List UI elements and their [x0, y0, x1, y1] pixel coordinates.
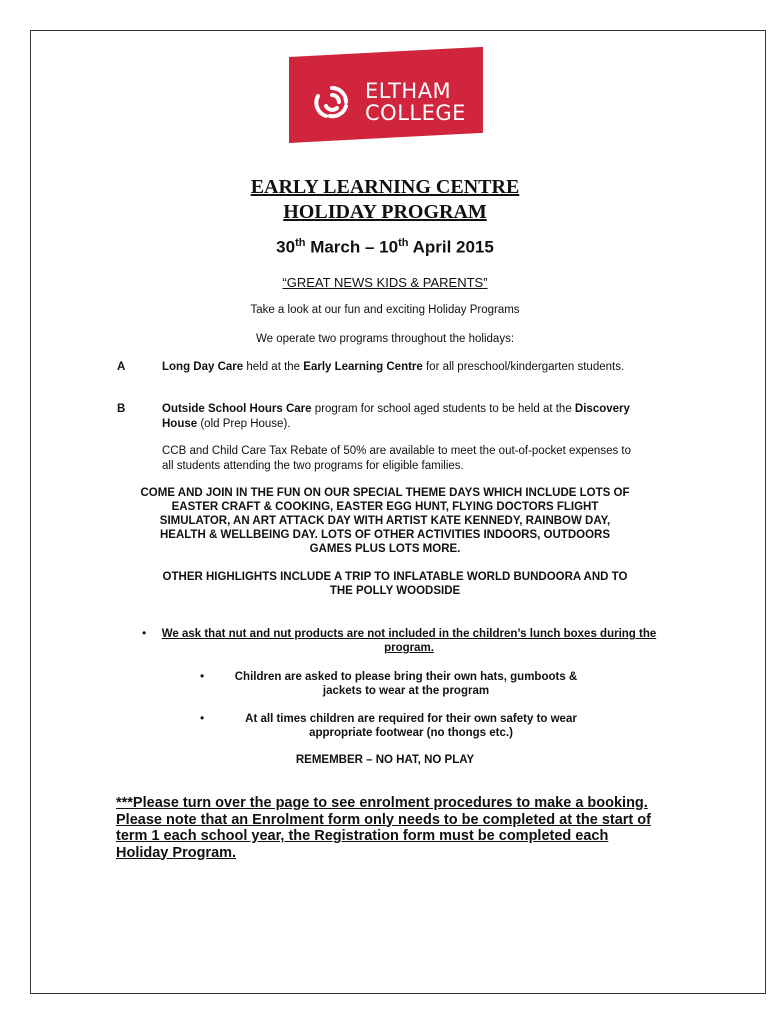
end-day: 10	[379, 237, 399, 257]
bullet-icon: •	[200, 711, 205, 725]
program-a-name: Long Day Care	[162, 361, 244, 373]
program-b-letter: B	[117, 403, 126, 415]
theme-days-text: COME AND JOIN IN THE FUN ON OUR SPECIAL THEME DAYS WHICH INCLUDE LOTS OF EASTER CRAFT & COOKING, EASTER EGG HUNT, FLYING DOCTORS FLIGHT SIMULATOR, AN ART ATTACK DAY WITH ARTIST KATE KENNEDY, RAINBOW DAY, HEALTH & WELLBEING DAY. LOTS OF OTHER ACTIVITIES INDOORS, OUTDOORS GAMES PLUS LOTS MORE.	[140, 487, 630, 555]
program-a-text	[162, 360, 652, 375]
title-line-1: EARLY LEARNING CENTRE	[250, 176, 520, 198]
program-a-text-2: for all preschool/kindergarten students.	[422, 361, 625, 373]
logo-line-2: COLLEGE	[365, 101, 466, 125]
bullet-nut-policy: We ask that nut and nut products are not included in the children’s lunch boxes during the program.	[161, 628, 657, 654]
program-a-location: Early Learning Centre	[303, 361, 423, 373]
program-b-location: Discovery House	[162, 403, 630, 430]
ccb-rebate-text: CCB and Child Care Tax Rebate of 50% are available to meet the out-of-pocket expenses to all students attending the two programs for eligible families.	[162, 445, 632, 472]
program-b-text-1: program for school aged students to be held at the	[311, 403, 575, 415]
headline: “GREAT NEWS KIDS & PARENTS”	[282, 275, 488, 290]
page-title	[100, 175, 670, 225]
program-b-text-2: (old Prep House).	[197, 418, 291, 430]
logo-line-1: ELTHAM	[365, 79, 452, 103]
program-a-letter: A	[117, 361, 126, 373]
program-b-text	[162, 402, 652, 432]
title-line-2: HOLIDAY PROGRAM	[283, 201, 487, 223]
logo-wordmark	[365, 80, 466, 124]
end-day-suffix: th	[398, 237, 409, 249]
highlights-text: OTHER HIGHLIGHTS INCLUDE A TRIP TO INFLATABLE WORLD BUNDOORA AND TO THE POLLY WOODSIDE	[162, 571, 628, 597]
eltham-college-logo	[289, 47, 483, 143]
intro-line-2: We operate two programs throughout the holidays:	[255, 333, 515, 345]
bullet-footwear: At all times children are required for their own safety to wear appropriate footwear (no thongs etc.)	[245, 713, 577, 739]
swirl-emblem-icon	[309, 82, 355, 122]
intro-line-1: Take a look at our fun and exciting Holiday Programs	[250, 304, 520, 316]
enrolment-note: ***Please turn over the page to see enrolment procedures to make a booking. Please note that an Enrolment form only needs to be completed at the start of term 1 each school year, the Registration form must be completed each Holiday Program.	[116, 795, 651, 861]
program-b-name: Outside School Hours Care	[162, 403, 312, 415]
bullet-icon: •	[200, 669, 205, 683]
end-month: April 2015	[408, 237, 494, 257]
start-day-suffix: th	[295, 237, 306, 249]
start-month: March –	[305, 237, 380, 257]
bullet-hats: Children are asked to please bring their own hats, gumboots & jackets to wear at the program	[234, 671, 578, 697]
remember-text: REMEMBER – NO HAT, NO PLAY	[295, 754, 475, 766]
program-dates	[100, 237, 670, 258]
program-a-text-1: held at the	[243, 361, 304, 373]
bullet-icon: •	[142, 626, 147, 640]
start-day: 30	[276, 237, 296, 257]
